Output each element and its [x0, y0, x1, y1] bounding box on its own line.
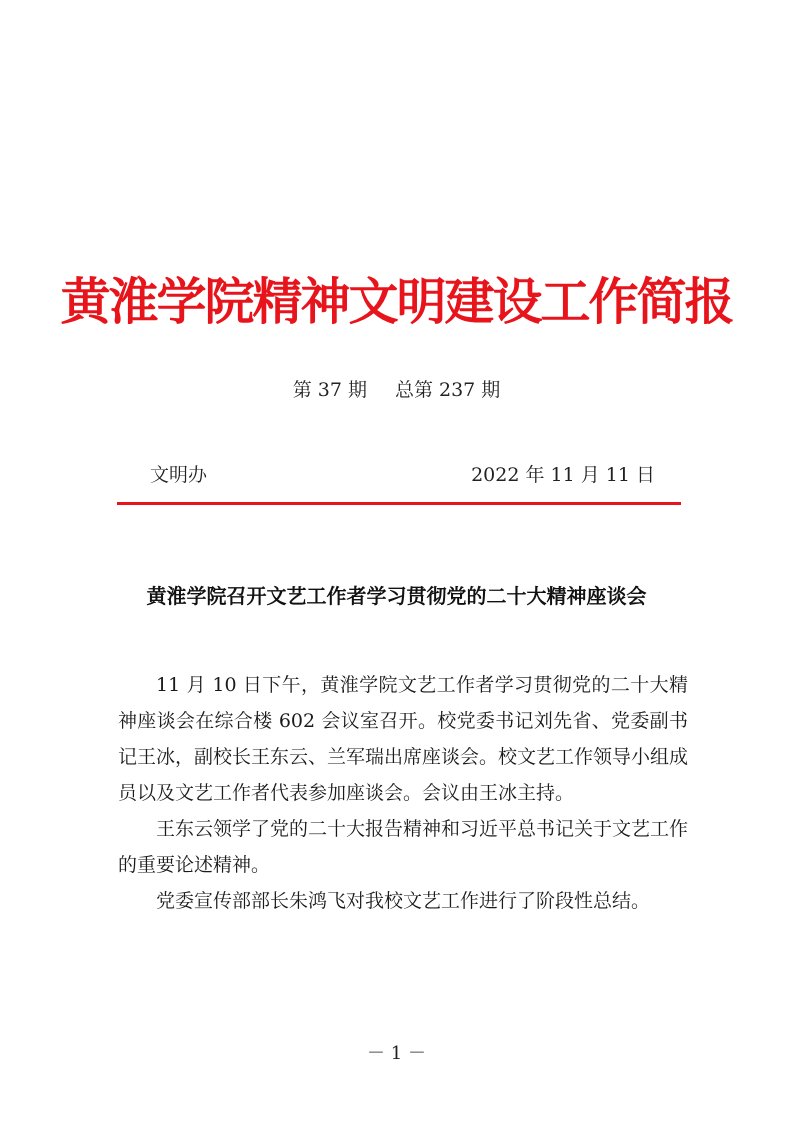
issue-total-number: 总第 237 期 [394, 379, 501, 401]
article-body [118, 667, 688, 919]
issue-line [0, 376, 793, 404]
issue-date: 2022 年 11 月 11 日 [471, 464, 655, 486]
article-paragraph: 党委宣传部部长朱鸿飞对我校文艺工作进行了阶段性总结。 [156, 890, 651, 912]
issuing-office: 文明办 [150, 464, 208, 486]
article-paragraph: 11 月 10 日下午，黄淮学院文艺工作者学习贯彻党的二十大精神座谈会在综合楼 602 会议室召开。校党委书记刘先省、党委副书记王冰，副校长王东云、兰军瑞出席座谈会。校文艺工作领导小组成员以及文艺工作者代表参加座谈会。会议由王冰主持。 [118, 674, 689, 804]
page-number: － 1 － [367, 1043, 426, 1064]
issue-number: 第 37 期 [292, 379, 367, 401]
article-paragraph: 王东云领学了党的二十大报告精神和习近平总书记关于文艺工作的重要论述精神。 [118, 818, 689, 876]
masthead-divider [117, 502, 681, 505]
bulletin-masthead-title: 黄淮学院精神文明建设工作简报 [60, 273, 733, 331]
article-title: 黄淮学院召开文艺工作者学习贯彻党的二十大精神座谈会 [146, 584, 647, 608]
